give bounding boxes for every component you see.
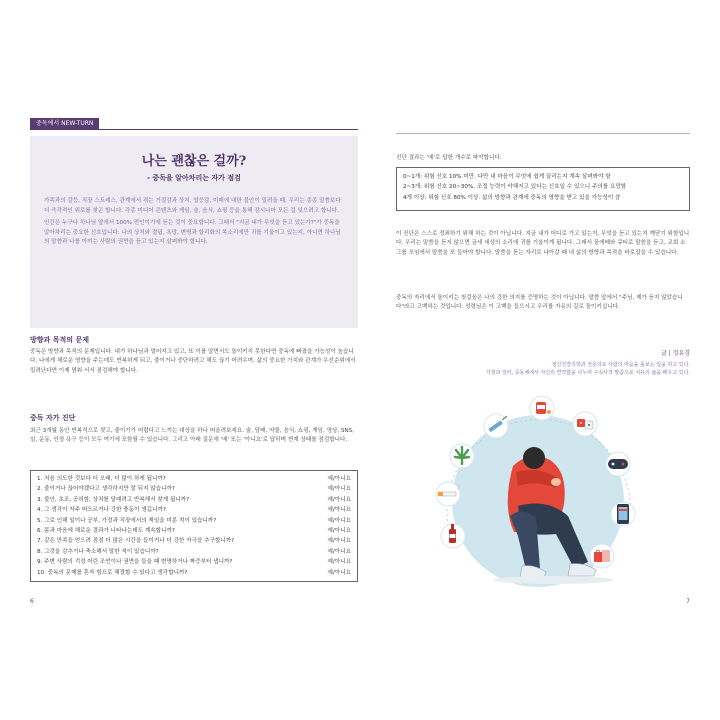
- section-body-self-check: 최근 3개월 동안 반복적으로 찾고, 줄이기가 어렵다고 느끼는 대상을 하나 떠올려보세요. 술, 담배, 약물, 음식, 쇼핑, 게임, 영상, SNS, 일, 운동, 인정 욕구 등이 모두 여기에 포함될 수 있습니다. 그리고 아래 질문에 '예' 또는 '아니요'로 답하며 현재 상태를 점검합니다.: [30, 428, 355, 444]
- cigarette-icon: [436, 482, 460, 506]
- checklist-question: 6. 몸과 마음에 해로운 결과가 나타나는데도 계속합니까?: [37, 528, 175, 535]
- checklist-answer: 예/아니요: [327, 507, 351, 514]
- checklist-question: 9. 주변 사람의 걱정 어린 조언이나 권면을 들을 때 변명하거나 짜증부터 냅니까?: [37, 559, 233, 566]
- result-box: [396, 167, 690, 211]
- left-page: [30, 118, 358, 618]
- page-number-left: 6: [30, 598, 34, 605]
- checklist-item: [37, 484, 351, 494]
- checklist-answer: 예/아니요: [327, 486, 351, 493]
- cannabis-leaf-icon: [450, 444, 474, 468]
- result-line: 4개 이상: 위험 신호 80% 이상. 삶의 방향과 관계에 중독의 영향을 받고 있을 가능성이 큼: [403, 194, 621, 201]
- credit-bio-1: 정신건강의학과 전문의로 사람의 마음을 돌보는 일을 하고 있다.: [551, 362, 690, 368]
- checklist-answer: 예/아니요: [327, 476, 351, 482]
- checklist-answer: 예/아니요: [327, 569, 351, 576]
- checklist-question: 2. 줄이거나 끊어야겠다고 생각하지만 잘 되지 않습니까?: [37, 486, 175, 493]
- checklist-item: [37, 474, 351, 484]
- result-line: 2~3개: 위험 신호 20~30%. 조절 능력이 약해지고 있다는 신호일 수 있으니 주의를 요망함: [403, 184, 627, 191]
- intro-box: [30, 136, 358, 328]
- right-page: [396, 118, 690, 618]
- credit-bio-2: 가정과 일터, 공동체에서 자신의 연약함을 나누며 구속사적 말씀으로 치유의 삶을 배우고 있다.: [485, 370, 690, 376]
- body-paragraph-1: 이 진단은 스스로 정죄하기 위해 하는 것이 아닙니다. 지금 내가 어디로 가고 있는지, 무엇을 듣고 있는지 깨닫기 위함입니다. 우리는 말씀을 듣지 않으면 금세 세상의 소리에 귀를 기울이게 됩니다. 그래서 꿈에배와 큐티로 말씀을 듣고, 교회 소그룹 모임에서 말씀을 또 들어야 합니다. 말씀을 듣는 자리로 나아갈 때 내 삶의 방향과 목적을 바로잡을 수 있습니다.: [396, 231, 690, 256]
- body-paragraph-2: 중독의 자리에서 돌이키는 첫걸음은 나의 강한 의지를 증명하는 것이 아닙니다. 말씀 앞에서 "주님, 제가 듣지 않았습니다"라고 고백하는 것입니다. 성령님은 이 고백을 들으시고 우리를 자유의 길로 돌이키십니다.: [396, 295, 683, 311]
- checklist-answer: 예/아니요: [327, 548, 351, 555]
- checklist-answer: 예/아니요: [327, 538, 351, 545]
- addiction-illustration: [418, 386, 658, 596]
- checklist-item: [37, 568, 351, 578]
- top-rule: [396, 133, 690, 134]
- pills-icon: [530, 396, 554, 420]
- intro-paragraph: 가족과의 갈등, 직장 스트레스, 관계에서 겪는 거절감과 상처, 열등감, 미래에 대한 불안이 밀려올 때, 우리는 종종 말씀보다 더 즉각적인 위로를 찾곤 합니다. 각종 미디어 콘텐츠와 게임, 술, 음식, 쇼핑 등을 통해 잠시나마 모든 걸 잊으려고 합니다.: [44, 198, 341, 214]
- checklist-item: [37, 536, 351, 546]
- shopping-bags-icon: [590, 544, 614, 568]
- checklist-question: 8. 그것을 감추거나 축소해서 말한 적이 있습니까?: [37, 548, 159, 555]
- credit-author: 글 | 정유경: [660, 350, 690, 357]
- section-tag-bar: [30, 118, 358, 130]
- phone-icon: [611, 502, 635, 526]
- checklist-item: [37, 505, 351, 515]
- checklist-question: 3. 불안, 초조, 공허함, 상처를 달래려고 반복해서 찾게 됩니까?: [37, 496, 190, 503]
- intro-text: [44, 197, 344, 248]
- intro-paragraph: 인간은 누구나 하나님 앞에서 100% 전인이기에 듣는 것이 중요합니다. 그래서 "지금 내가 무엇을 듣고 있는가?"가 중독을 알아차리는 중요한 신호입니다. 나의 상처와 결핍, 욕망, 변명과 합리화의 목소리에만 귀를 기울이고 있는지, 아니면 하나님의 말씀과 나를 아끼는 사람의 권면을 듣고 있는지 살펴봐야 합니다.: [44, 220, 341, 246]
- floor-shadow: [493, 576, 613, 584]
- checklist-box: [30, 470, 358, 582]
- dice-icon: [573, 412, 597, 436]
- checklist-item: [37, 547, 351, 557]
- checklist-question: 7. 같은 만족을 얻으려 점점 더 많은 시간을 들이거나 더 강한 자극을 추구합니까?: [37, 538, 235, 545]
- checklist-item: [37, 557, 351, 567]
- checklist-answer: 예/아니요: [327, 496, 351, 503]
- section-body-direction: 중독은 방향과 목적의 문제입니다. 내가 하나님과 멀어지고 있고, 또 이를 알면서도 돌이키지 못한다면 중독에 빠졌을 가능성이 높습니다. 나에게 해로운 영향을 주는데도 반복하게 되고, 줄이거나 중단하려고 해도 끊기 어려우며, 삶의 중요한 가치와 관계가 우선순위에서 밀려난다면 이제 멈춰 서서 점검해야 합니다.: [30, 349, 356, 374]
- checklist-answer: 예/아니요: [327, 559, 351, 566]
- checklist-item: [37, 516, 351, 526]
- result-line: 0~1개: 위험 신호 10% 미만. 다만 내 마음이 무엇에 쉽게 끌리는지 계속 살펴봐야 함: [403, 174, 611, 180]
- checklist-item: [37, 526, 351, 536]
- section-tag: 중독에서 NEW-TURN: [30, 118, 99, 130]
- checklist-answer: 예/아니요: [327, 528, 351, 535]
- syringe-icon: [484, 414, 508, 438]
- page-number-right: 7: [686, 598, 690, 605]
- result-intro: 진단 결과는 '예'로 답한 개수로 파악합니다.: [396, 155, 502, 161]
- checklist-answer: 예/아니요: [327, 517, 351, 524]
- checklist-question: 1. 처음 의도한 것보다 더 오래, 더 많이 하게 됩니까?: [37, 476, 166, 482]
- gamepad-icon: [606, 452, 630, 476]
- section-heading-self-check: 중독 자가 진단: [30, 414, 76, 422]
- checklist-question: 5. 그로 인해 일이나 공부, 가정과 직장에서의 책임을 미룬 적이 있습니까?: [37, 517, 217, 524]
- checklist-question: 10. 중독의 문제를 혼자 힘으로 해결할 수 있다고 생각합니까?: [37, 569, 188, 576]
- section-heading-direction: 방향과 목적의 문제: [30, 336, 89, 344]
- bottle-icon: [441, 524, 465, 548]
- checklist-item: [37, 495, 351, 505]
- page-subtitle: - 중독을 알아차리는 자가 점검: [147, 174, 241, 182]
- checklist-question: 4. 그 생각이 자주 떠오르거나 강한 충동이 생깁니까?: [37, 507, 166, 514]
- page-title: 나는 괜찮은 걸까?: [141, 154, 247, 169]
